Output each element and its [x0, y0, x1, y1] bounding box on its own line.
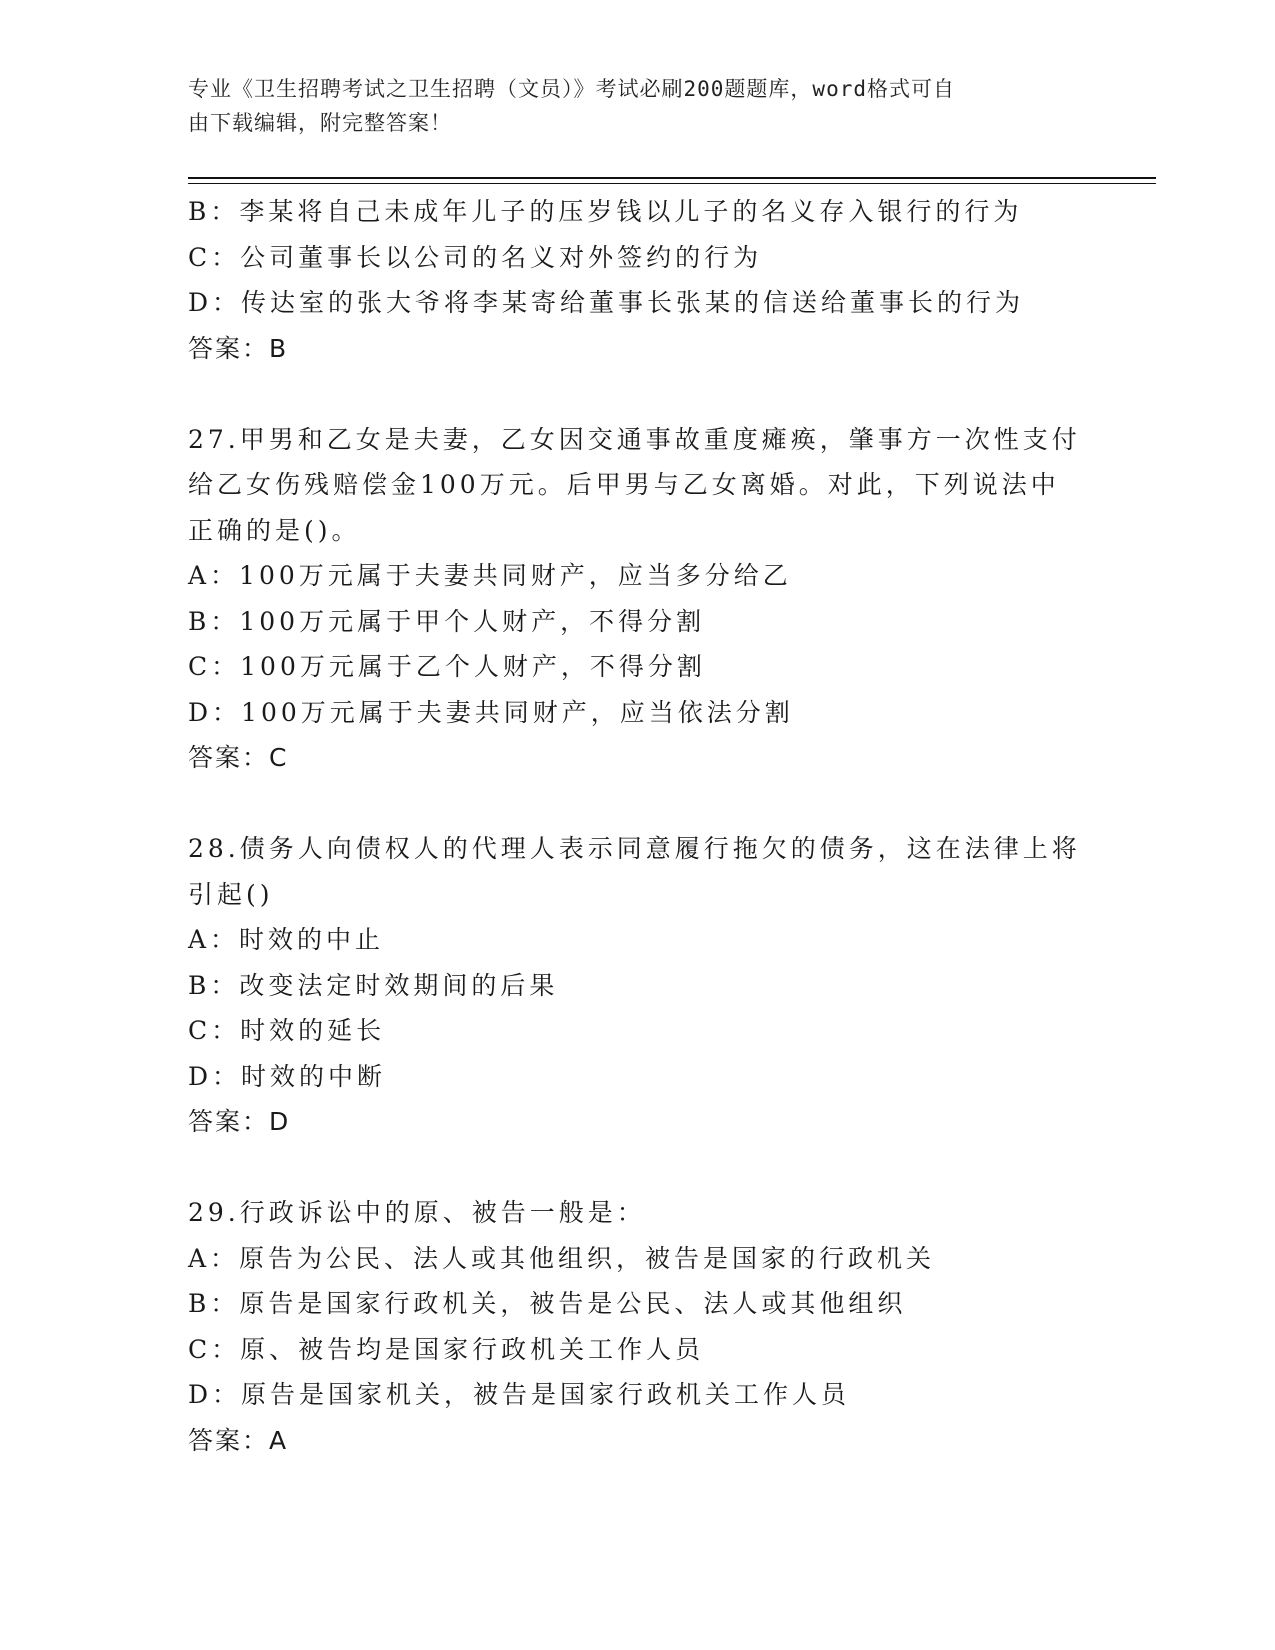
- question-stem-line: 29.行政诉讼中的原、被告一般是：: [188, 1198, 646, 1227]
- question-stem-line: 给乙女伤残赔偿金100万元。后甲男与乙女离婚。对此，下列说法中: [188, 470, 1060, 499]
- answer-line: 答案：C: [188, 743, 289, 772]
- question-29: [188, 1190, 1088, 1463]
- question-stem-line: 28.债务人向债权人的代理人表示同意履行拖欠的债务，这在法律上将: [188, 834, 1081, 863]
- header-divider-thin: [188, 183, 1156, 184]
- question-stem-line: 正确的是()。: [188, 515, 361, 545]
- question-spacer: [188, 371, 1088, 417]
- header-divider-thick: [188, 177, 1156, 179]
- answer-line: 答案：D: [188, 1107, 291, 1136]
- question-spacer: [188, 1145, 1088, 1191]
- option-a: A：时效的中止: [188, 925, 385, 954]
- option-b: B：李某将自己未成年儿子的压岁钱以儿子的名义存入银行的行为: [188, 197, 1023, 226]
- option-d: D：时效的中断: [188, 1061, 387, 1091]
- option-d: D：传达室的张大爷将李某寄给董事长张某的信送给董事长的行为: [188, 288, 1025, 317]
- answer-line: 答案：B: [188, 333, 289, 363]
- option-c: C：公司董事长以公司的名义对外签约的行为: [188, 242, 763, 272]
- option-d: D：原告是国家机关，被告是国家行政机关工作人员: [188, 1380, 851, 1409]
- option-a: A：原告为公民、法人或其他组织，被告是国家的行政机关: [188, 1243, 936, 1273]
- answer-line: 答案：A: [188, 1425, 289, 1455]
- question-stem-line: 27.甲男和乙女是夫妻，乙女因交通事故重度瘫痪，肇事方一次性支付: [188, 424, 1081, 454]
- document-body: [188, 189, 1088, 1463]
- header-line-2: 由下载编辑，附完整答案！: [188, 111, 452, 135]
- question-26-continuation: [188, 189, 1088, 371]
- question-27: [188, 417, 1088, 781]
- option-c: C：100万元属于乙个人财产，不得分割: [188, 652, 706, 681]
- option-b: B：改变法定时效期间的后果: [188, 970, 559, 1000]
- question-stem-line: 引起(): [188, 879, 274, 909]
- document-header: [188, 72, 1088, 140]
- option-b: B：100万元属于甲个人财产，不得分割: [188, 606, 706, 636]
- option-a: A：100万元属于夫妻共同财产，应当多分给乙: [188, 561, 792, 590]
- option-c: C：原、被告均是国家行政机关工作人员: [188, 1334, 705, 1364]
- question-28: [188, 826, 1088, 1145]
- option-b: B：原告是国家行政机关，被告是公民、法人或其他组织: [188, 1289, 907, 1318]
- header-line-1: 专业《卫生招聘考试之卫生招聘（文员）》考试必刷200题题库，word格式可自: [188, 77, 955, 101]
- option-d: D：100万元属于夫妻共同财产，应当依法分割: [188, 697, 794, 727]
- question-spacer: [188, 781, 1088, 827]
- option-c: C：时效的延长: [188, 1016, 386, 1045]
